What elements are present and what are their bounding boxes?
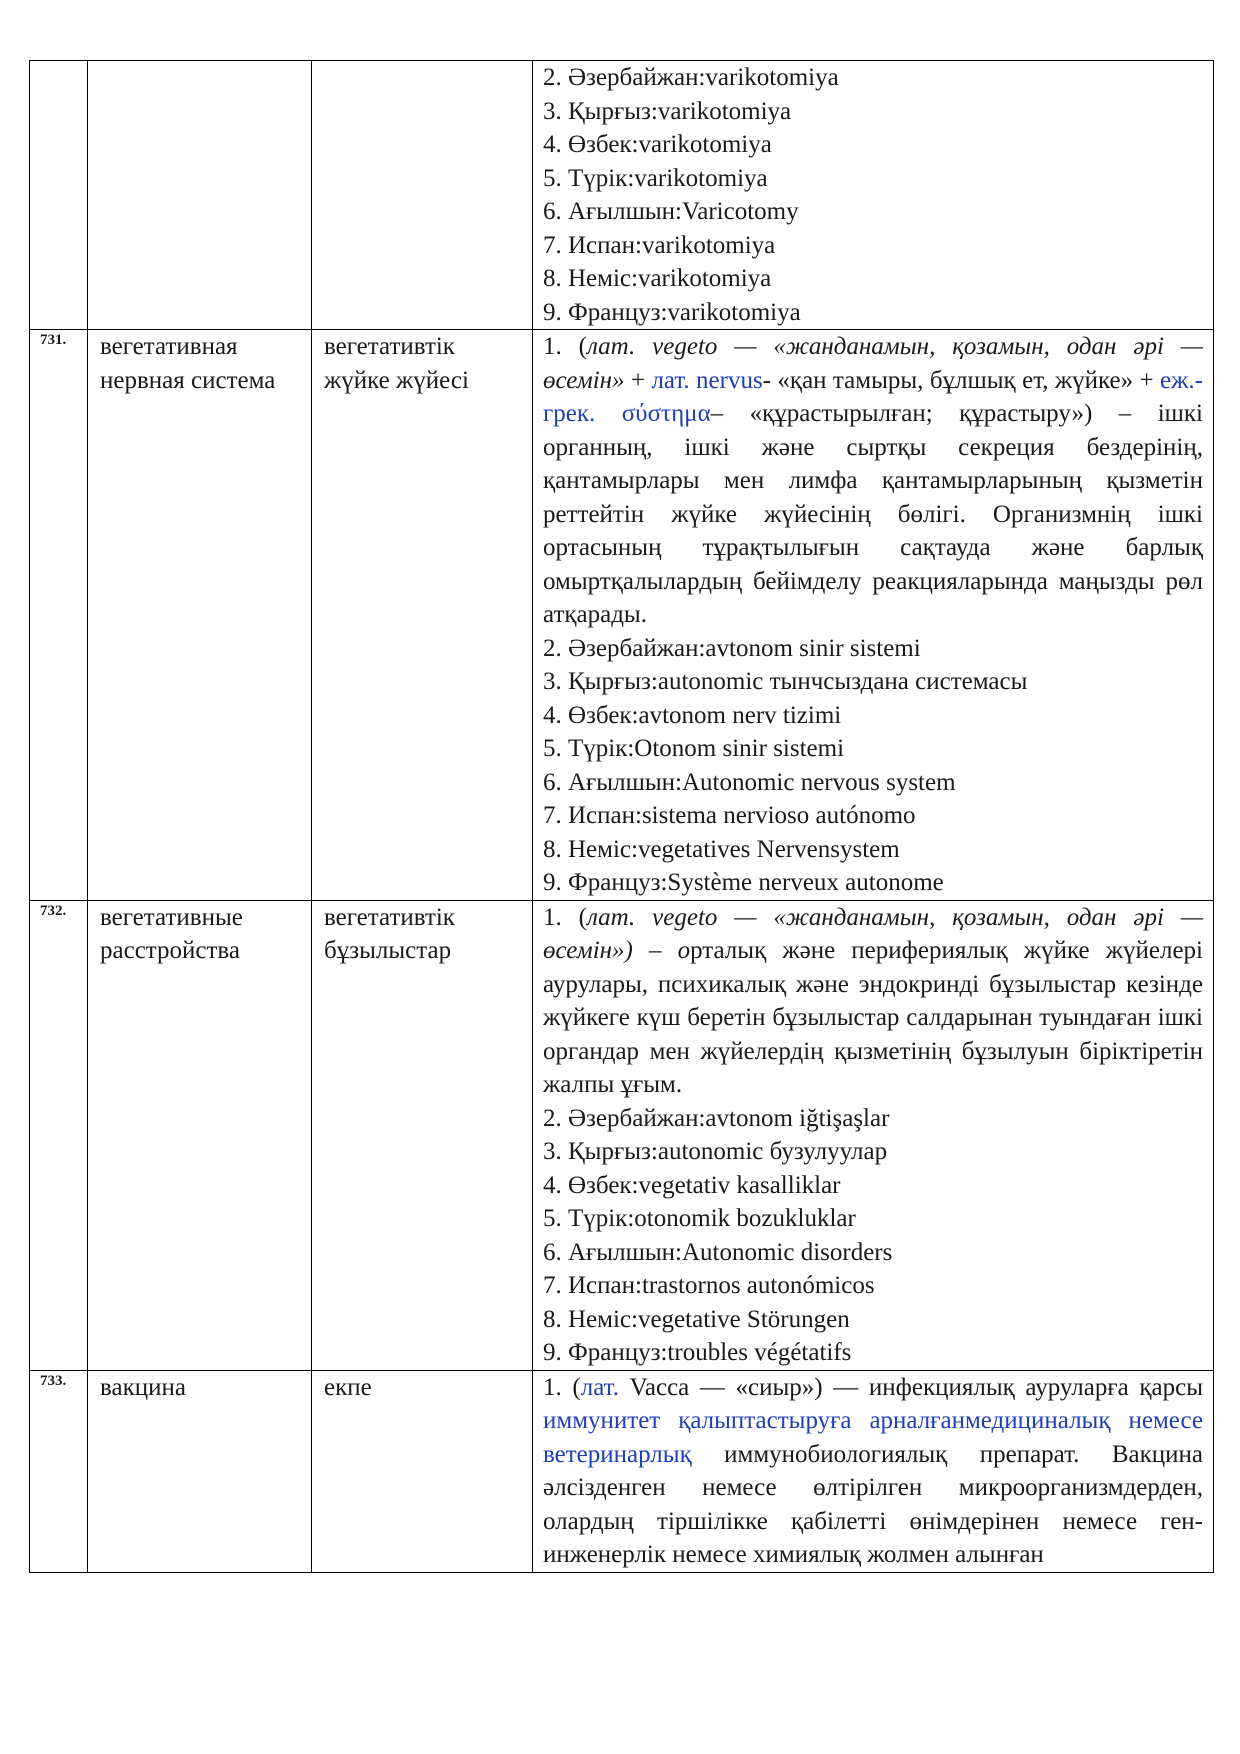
definition-text: 1. (лат. vegeto — «жанданамын, қозамын, одан әрі — өсемін» + лат. nervus- «қан тамыры, бұлшық ет, жүйке» + еж.-грек. σύστημα– «құрастырылған; құрастыру») – ішкі органның, ішкі және сыртқы секреция бездерінің, қантамырлары мен лимфа қантамырларының қызметін реттейтін жүйке жүйесінің бөлігі. Организмнің ішкі ортасының тұрақтылығын сақтауда және барлық омыртқалылардың бейімделу реакцияларында маңызды рөл атқарады. (543, 333, 1204, 628)
translation-line: 5. Түрік:Otonom sinir sistemi (543, 735, 845, 762)
translation-line: 7. Испан:varikotomiya (543, 231, 776, 259)
translation-line: 9. Француз:Système nerveux autonome (543, 869, 944, 896)
definition-cell (533, 900, 1214, 1370)
kazakh-term: екпе (312, 1370, 533, 1572)
etymology: лат. vegeto — «жанданамын, қозамын, одан әрі — өсемін») – о (543, 903, 1204, 964)
translation-line: 5. Түрік:otonomik bozukluklar (543, 1205, 856, 1232)
translation-line: 4. Өзбек:vegetativ kasalliklar (543, 1171, 841, 1199)
translation-line: 3. Қырғыз:autonomic тынчсыздана системасы (543, 668, 1028, 695)
table-row (30, 900, 1214, 1370)
entry-number: 732. (30, 900, 88, 1370)
translation-line: 7. Испан:trastornos autonómicos (543, 1272, 875, 1299)
translation-line: 4. Өзбек:varikotomiya (543, 131, 772, 158)
definition-text: 1. (лат. Vacca — «сиыр») — инфекциялық ауруларға қарсы иммунитет қалыптастыруға арналғанмедициналық немесе ветеринарлық иммунобиологиялық препарат. Вакцина әлсізденген немесе өлтірілген микроорганизмдерден, олардың тіршілікке қабілетті өнімдерінен немесе ген-инженерлік немесе химиялық жолмен алынған (543, 1373, 1203, 1568)
translation-line: 2. Әзербайжан:avtonom sinir sistemi (543, 634, 921, 662)
definition-cell (533, 330, 1214, 901)
russian-term (88, 61, 312, 330)
definition-cell (533, 1370, 1214, 1572)
translation-line: 8. Неміс:vegetative Störungen (543, 1305, 850, 1333)
link-immunity[interactable]: иммунитет қалыптастыруға арналғанмедициналық немесе ветеринарлық (543, 1407, 1203, 1468)
entry-number (30, 61, 88, 330)
translation-line: 2. Әзербайжан:avtonom iğtişaşlar (543, 1104, 890, 1132)
definition-text: 1. (лат. vegeto — «жанданамын, қозамын, одан әрі — өсемін») – орталық және перифериялық жүйке жүйелері аурулары, психикалық және эндокринді бұзылыстар кезінде жүйкеге күш беретін бұзылыстар салдарынан туындаған ішкі органдар мен жүйелердің қызметінің бұзылуын біріктіретін жалпы ұғым. (543, 903, 1204, 1098)
translation-line: 3. Қырғыз:varikotomiya (543, 97, 792, 125)
translation-line: 7. Испан:sistema nervioso autónomo (543, 802, 916, 829)
table-row (30, 330, 1214, 901)
dictionary-table (29, 60, 1214, 1573)
translation-line: 6. Ағылшын:Autonomic disorders (543, 1238, 893, 1266)
entry-number: 733. (30, 1370, 88, 1572)
translation-line: 4. Өзбек:avtonom nerv tizimi (543, 701, 842, 729)
translation-line: 8. Неміс:varikotomiya (543, 265, 772, 292)
translation-line: 6. Ағылшын:Varicotomy (543, 198, 799, 225)
kazakh-term (312, 61, 533, 330)
translation-line: 9. Француз:varikotomiya (543, 298, 801, 326)
link-latin-nervus[interactable]: лат. nervus (651, 366, 763, 394)
definition-cell (533, 61, 1214, 330)
entry-number: 731. (30, 330, 88, 901)
translation-line: 3. Қырғыз:autonomic бузулуулар (543, 1138, 888, 1165)
kazakh-term: вегетативтік жүйке жүйесі (312, 330, 533, 901)
russian-term: вегетативные расстройства (88, 900, 312, 1370)
russian-term: вегетативная нервная система (88, 330, 312, 901)
table-row (30, 61, 1214, 330)
russian-term: вакцина (88, 1370, 312, 1572)
link-latin[interactable]: лат. (580, 1373, 619, 1401)
etymology: лат. vegeto — «жанданамын, қозамын, одан әрі — өсемін» (543, 333, 1204, 394)
translation-line: 2. Әзербайжан:varikotomiya (543, 64, 839, 91)
translation-line: 9. Француз:troubles végétatifs (543, 1339, 852, 1366)
translation-line: 5. Түрік:varikotomiya (543, 164, 768, 192)
table-row (30, 1370, 1214, 1572)
kazakh-term: вегетативтік бұзылыстар (312, 900, 533, 1370)
translation-line: 8. Неміс:vegetatives Nervensystem (543, 835, 900, 863)
translation-line: 6. Ағылшын:Autonomic nervous system (543, 768, 956, 796)
link-greek-systema[interactable]: еж.-грек. σύστημα (543, 366, 1203, 427)
